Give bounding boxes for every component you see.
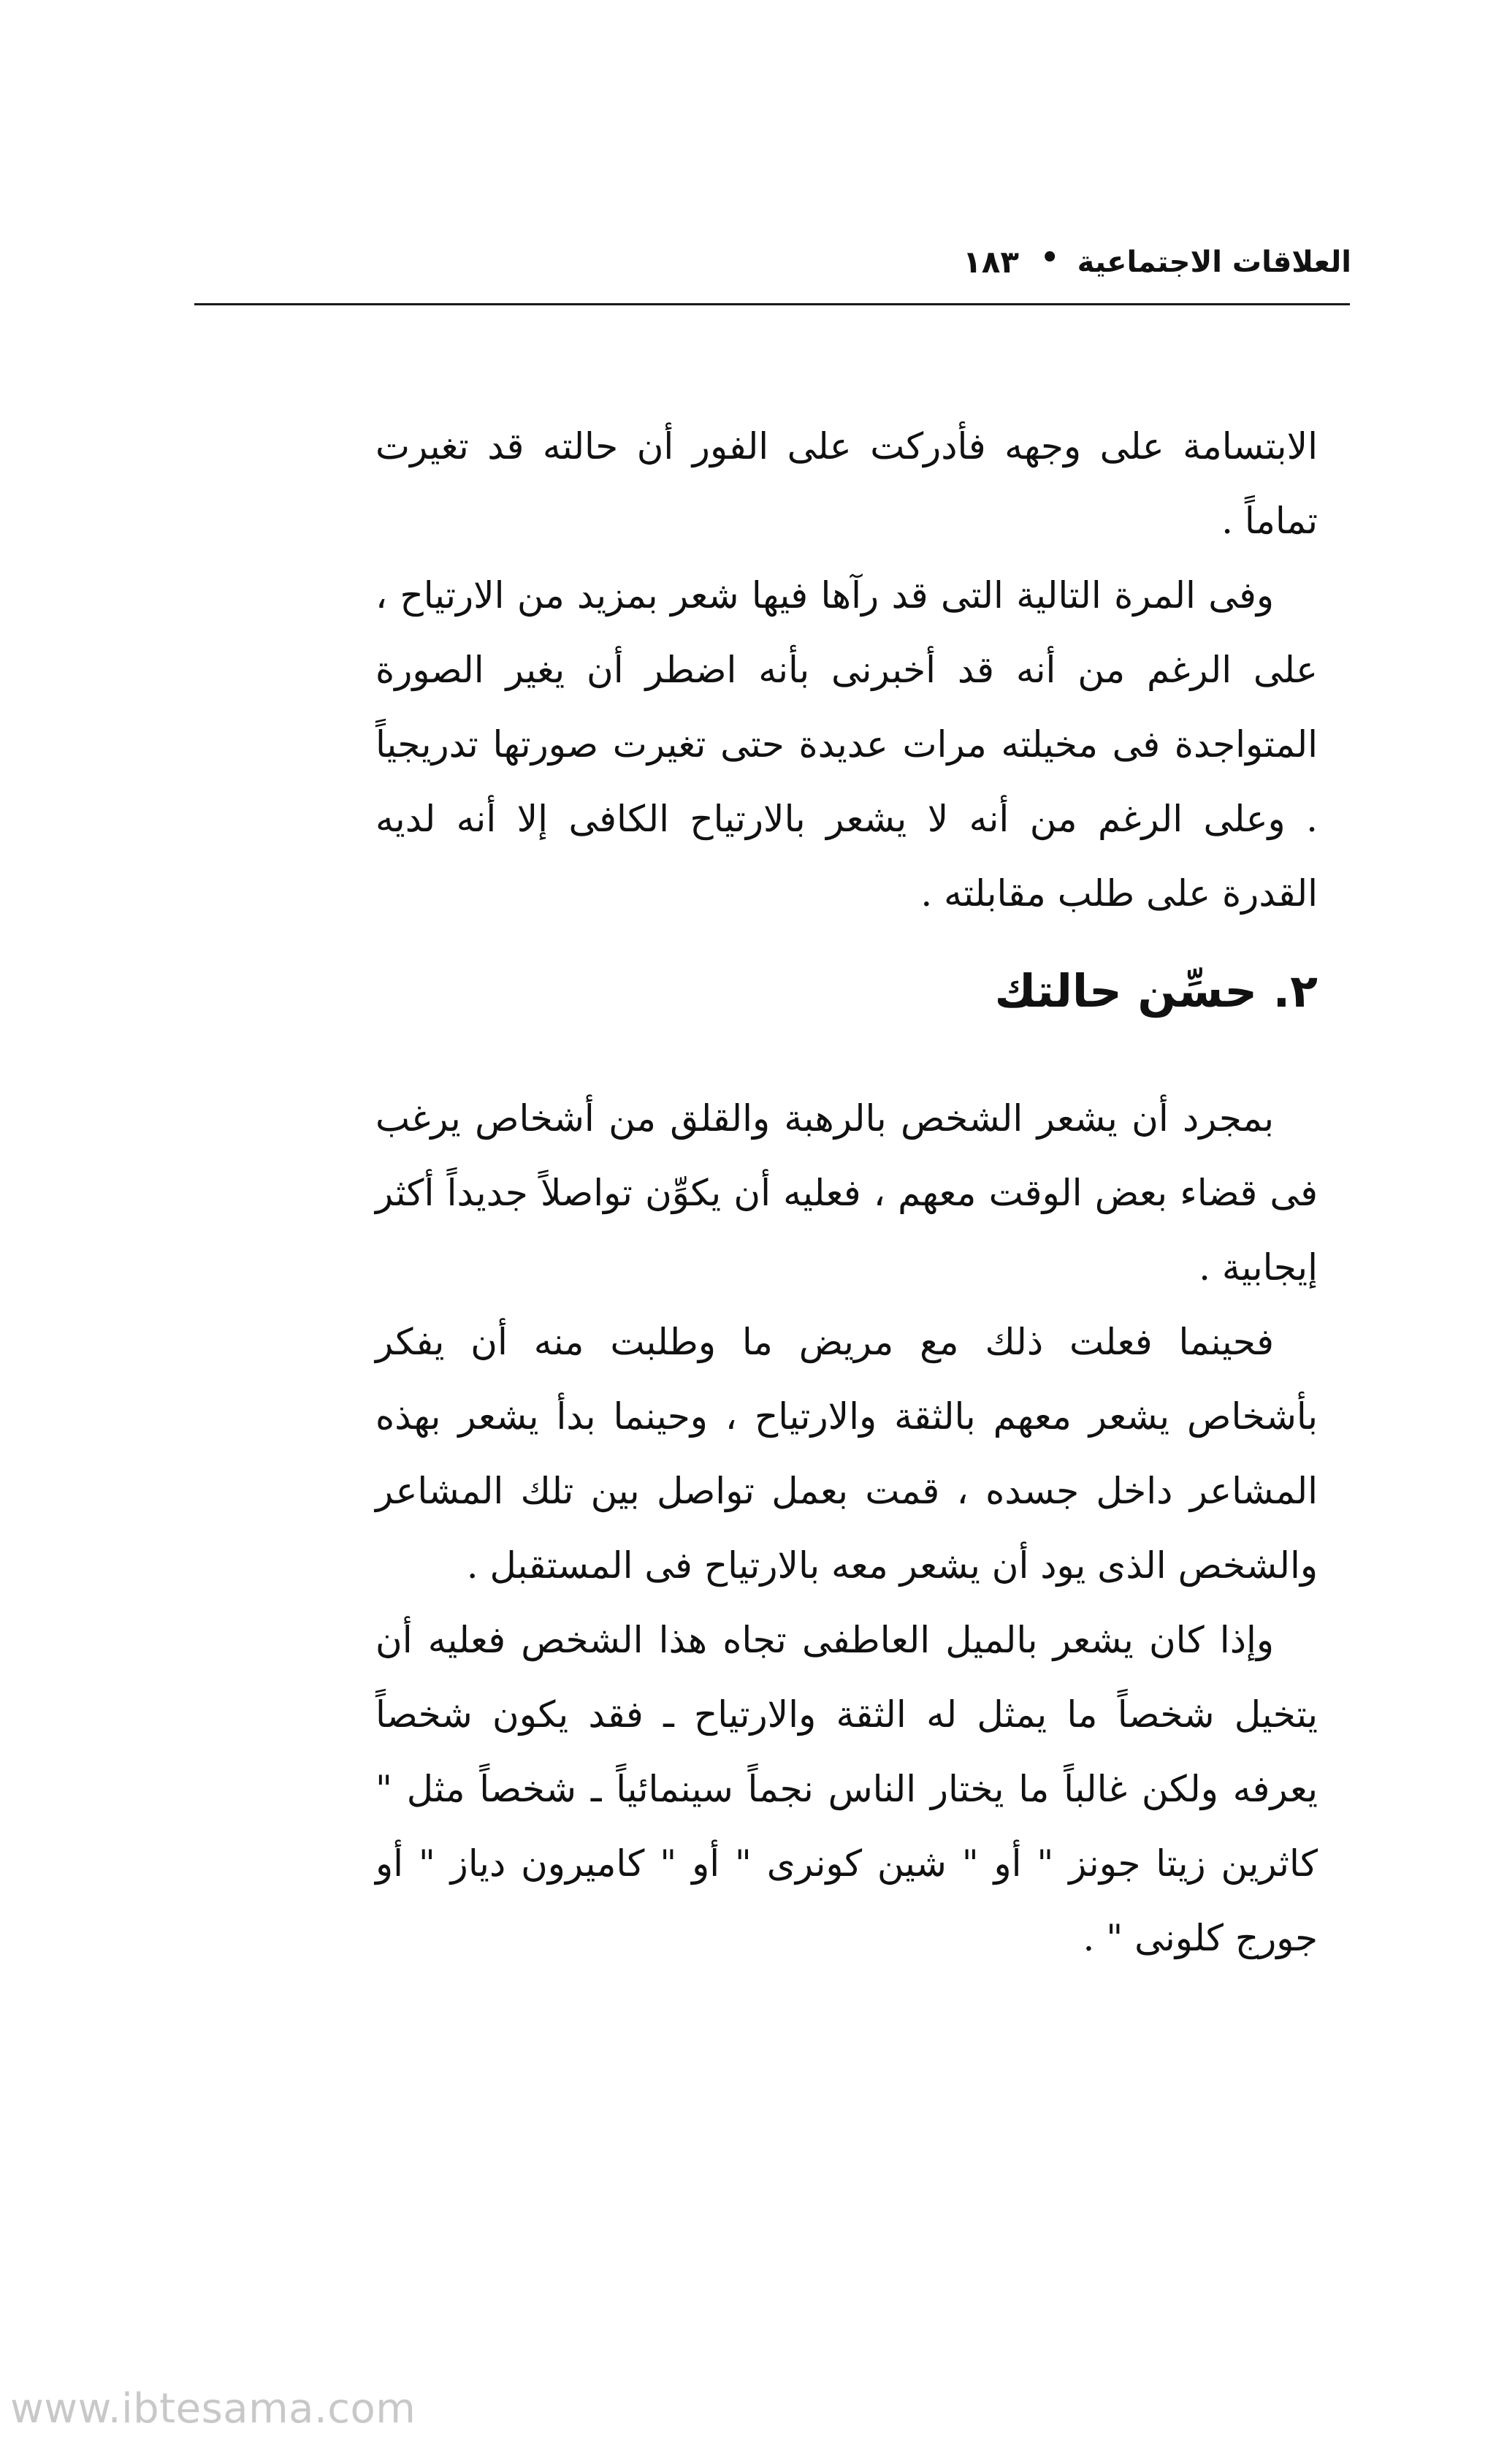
section-title: حسِّن حالتك — [994, 964, 1257, 1018]
paragraph: الابتسامة على وجهه فأدركت على الفور أن حالته قد تغيرت تماماً . — [375, 425, 1318, 542]
page-body — [375, 409, 1318, 1975]
paragraph: وإذا كان يشعر بالميل العاطفى تجاه هذا الشخص فعليه أن يتخيل شخصاً ما يمثل له الثقة والارتياح ـ فقد يكون شخصاً يعرفه ولكن غالباً ما يختار الناس نجماً سينمائياً ـ شخصاً مثل " كاثرين زيتا جونز " أو " شين كونرى " أو " كاميرون دياز " أو جورج كلونى " . — [375, 1619, 1318, 1959]
header-rule — [194, 303, 1350, 305]
page-number: ١٨٣ — [963, 244, 1019, 280]
header-bullet: • — [1040, 241, 1059, 275]
section-number: ٢. — [1272, 964, 1318, 1018]
paragraph: فحينما فعلت ذلك مع مريض ما وطلبت منه أن يفكر بأشخاص يشعر معهم بالثقة والارتياح ، وحينما بدأ يشعر بهذه المشاعر داخل جسده ، قمت بعمل تواصل بين تلك المشاعر والشخص الذى يود أن يشعر معه بالارتياح فى المستقبل . — [375, 1321, 1318, 1587]
running-title: العلاقات الاجتماعية — [1077, 245, 1351, 279]
paragraph: وفى المرة التالية التى قد رآها فيها شعر بمزيد من الارتياح ، على الرغم من أنه قد أخبرنى بأنه اضطر أن يغير الصورة المتواجدة فى مخيلته مرات عديدة حتى تغيرت صورتها تدريجياً . وعلى الرغم من أنه لا يشعر بالارتياح الكافى إلا أنه لديه القدرة على طلب مقابلته . — [375, 574, 1318, 915]
page-header — [191, 241, 1351, 300]
section-heading — [375, 951, 1318, 1031]
paragraph: بمجرد أن يشعر الشخص بالرهبة والقلق من أشخاص يرغب فى قضاء بعض الوقت معهم ، فعليه أن يكوِّن تواصلاً جديداً أكثر إيجابية . — [375, 1097, 1318, 1289]
watermark-url: www.ibtesama.com — [10, 2385, 416, 2433]
